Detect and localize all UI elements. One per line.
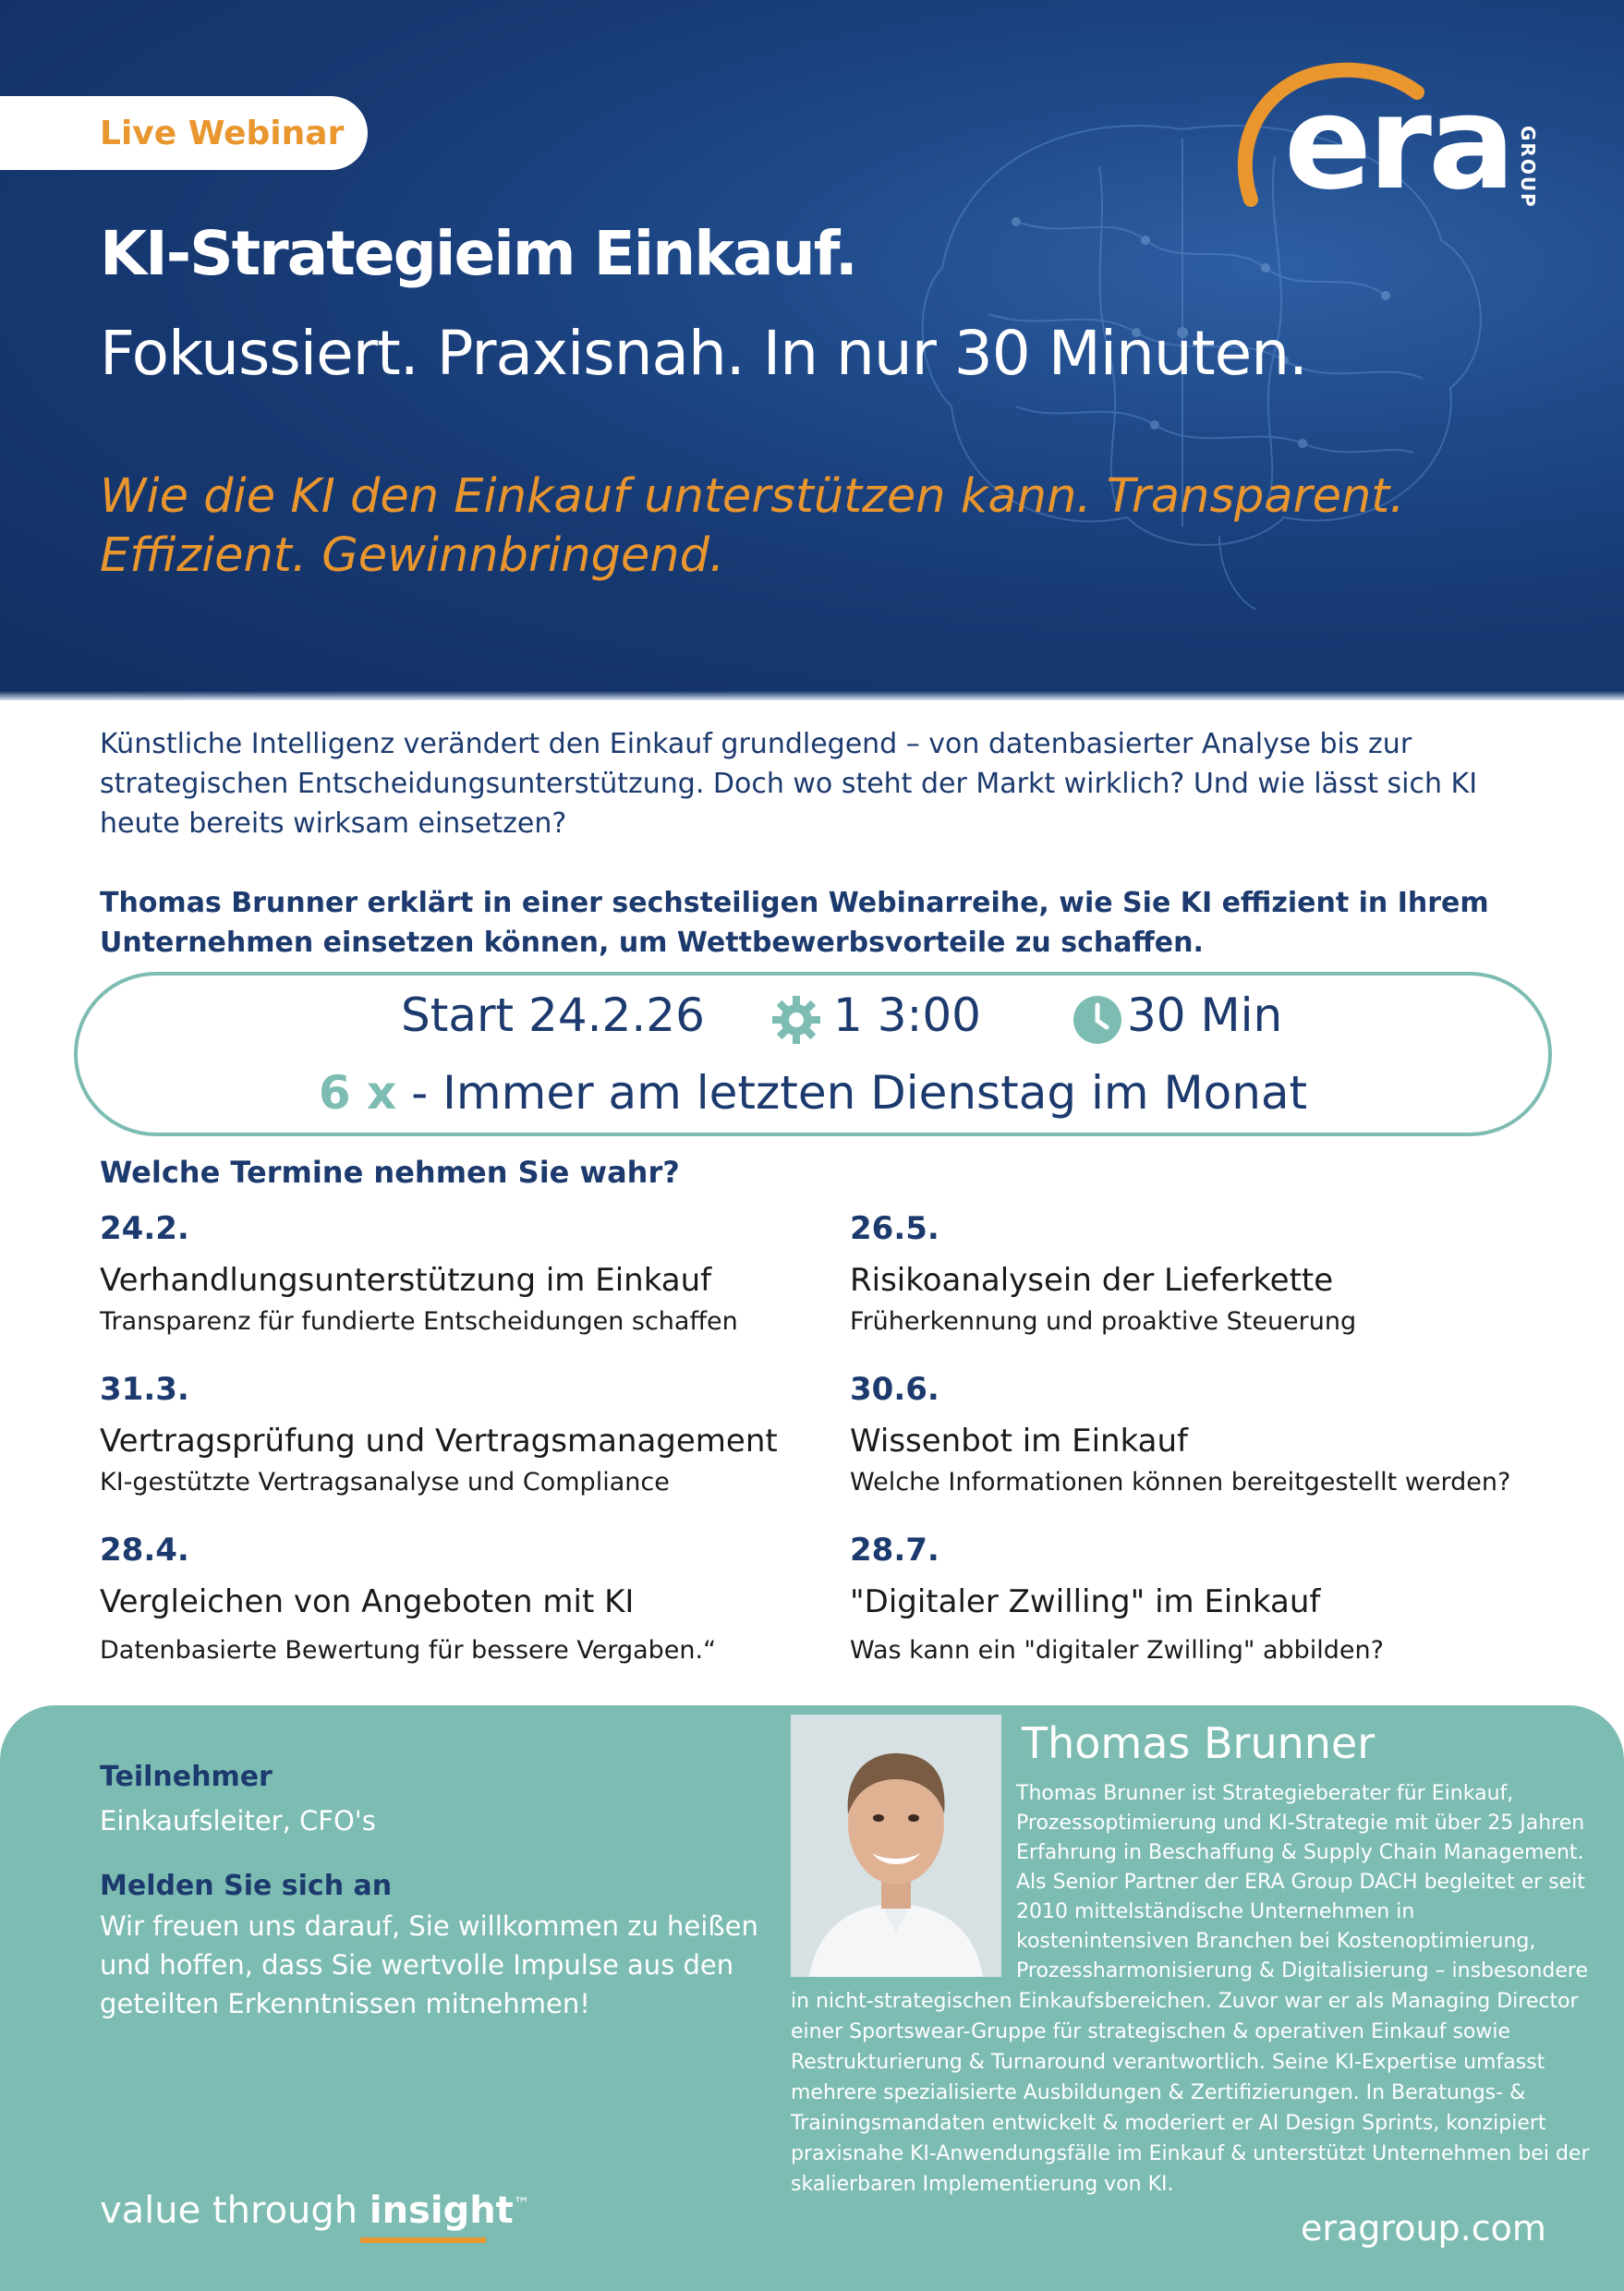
slogan-underline [360,2237,486,2243]
website-link[interactable]: eragroup.com [1301,2208,1546,2249]
session-subtitle: KI-gestützte Vertragsanalyse und Compliance [100,1468,670,1497]
session-subtitle: Früherkennung und proaktive Steuerung [850,1307,1357,1336]
session-count: 6 x [318,1066,397,1120]
value-through-insight-slogan [100,2189,530,2232]
recurrence-line [78,1066,1548,1120]
session-item [850,1210,1570,1338]
page-subtitle: Fokussiert. Praxisnah. In nur 30 Minuten. [100,318,1308,389]
slogan-tm: ™ [513,2194,530,2214]
duration: 30 Min [1127,988,1283,1042]
tagline: Wie die KI den Einkauf unterstützen kann. Transparent. Effizient. Gewinnbringend. [100,469,1405,583]
session-subtitle: Transparenz für fundierte Entscheidungen schaffen [100,1307,738,1336]
session-date: 24.2. [100,1210,189,1247]
hero-divider [0,691,1624,700]
era-group-logo [1223,61,1556,218]
start-date: Start 24.2.26 [401,988,705,1042]
session-title: Verhandlungsunterstützung im Einkauf [100,1262,712,1299]
logo-group-text: GROUP [1517,126,1539,209]
session-title: Risikoanalysein der Lieferkette [850,1262,1334,1299]
live-webinar-badge: Live Webinar [0,96,368,170]
session-subtitle: Was kann ein "digitaler Zwilling" abbilden? [850,1636,1384,1665]
speaker-portrait [791,1715,1001,1977]
clock-icon [1072,994,1123,1057]
session-item [850,1371,1570,1498]
session-date: 28.7. [850,1532,939,1569]
session-title: "Digitaler Zwilling" im Einkauf [850,1583,1321,1620]
speaker-bio-bottom: in nicht-strategischen Einkaufsbereichen. Zuvor war er als Managing Director einer Sportswear-Gruppe für strategischen & operativen Einkauf sowie Restrukturierung & Turnaround verantwortlich. Seine KI-Expertise umfasst mehrere spezialisierte Ausbildungen & Zertifizierungen. In Beratungs- & Trainingsmandaten entwickelt & moderiert er AI Design Sprints, konzipiert praxisnahe KI-Anwendungsfälle im Einkauf & unterstützt Unternehmen bei der skalierbaren Implementierung von KI. [791,1990,1590,2196]
register-text: Wir freuen uns darauf, Sie willkommen zu heißen und hoffen, dass Sie wertvolle Impulse aus den geteilten Erkenntnissen mitnehmen! [100,1910,758,2019]
dates-heading: Welche Termine nehmen Sie wahr? [100,1155,680,1190]
intro-paragraph: Künstliche Intelligenz verändert den Einkauf grundlegend – von datenbasierter Analyse bis zur strategischen Entscheidungsunterstützung. Doch wo steht der Markt wirklich? Und wie lässt sich KI heute bereits wirksam einsetzen? [100,728,1478,840]
session-title: Wissenbot im Einkauf [850,1423,1189,1460]
speaker-bio-top: Thomas Brunner ist Strategieberater für Einkauf, Prozessoptimierung und KI-Strategie mit über 25 Jahren Erfahrung in Beschaffung & Supply Chain Management. Als Senior Partner der ERA Group DACH begleitet er seit 2010 mittelständische Unternehmen in kostenintensiven Branchen bei Kostenoptimierung, Prozessharmonisierung & Digitalisierung – insbesondere [1016,1782,1589,1982]
session-date: 28.4. [100,1532,189,1569]
slogan-light: value through [100,2189,370,2232]
recurrence-text: - Immer am letzten Dienstag im Monat [411,1066,1308,1120]
participants-text: Einkaufsleiter, CFO's [100,1805,376,1836]
participants-label: Teilnehmer [100,1761,273,1793]
logo-wordmark: era [1284,68,1512,219]
session-item [850,1532,1570,1667]
session-title: Vertragsprüfung und Vertragsmanagement [100,1423,778,1460]
hero-banner [0,0,1624,700]
session-item [100,1371,820,1498]
gear-icon [770,994,822,1057]
speaker-name: Thomas Brunner [1022,1718,1376,1768]
page-title: KI-Strategieim Einkauf. [100,218,856,289]
start-time: 1 3:00 [833,988,981,1042]
session-subtitle: Welche Informationen können bereitgestellt werden? [850,1468,1511,1497]
slogan-bold: insight [369,2189,514,2232]
session-date: 30.6. [850,1371,939,1408]
register-label: Melden Sie sich an [100,1870,393,1902]
session-date: 26.5. [850,1210,939,1247]
session-item [100,1532,820,1667]
session-item [100,1210,820,1338]
intro-highlight: Thomas Brunner erklärt in einer sechsteiligen Webinarreihe, wie Sie KI effizient in Ihrem Unternehmen einsetzen können, um Wettbewerbsvorteile zu schaffen. [100,887,1489,959]
session-subtitle: Datenbasierte Bewertung für bessere Vergaben.“ [100,1636,717,1665]
session-date: 31.3. [100,1371,189,1408]
schedule-box [74,972,1552,1136]
session-title: Vergleichen von Angeboten mit KI [100,1583,635,1620]
